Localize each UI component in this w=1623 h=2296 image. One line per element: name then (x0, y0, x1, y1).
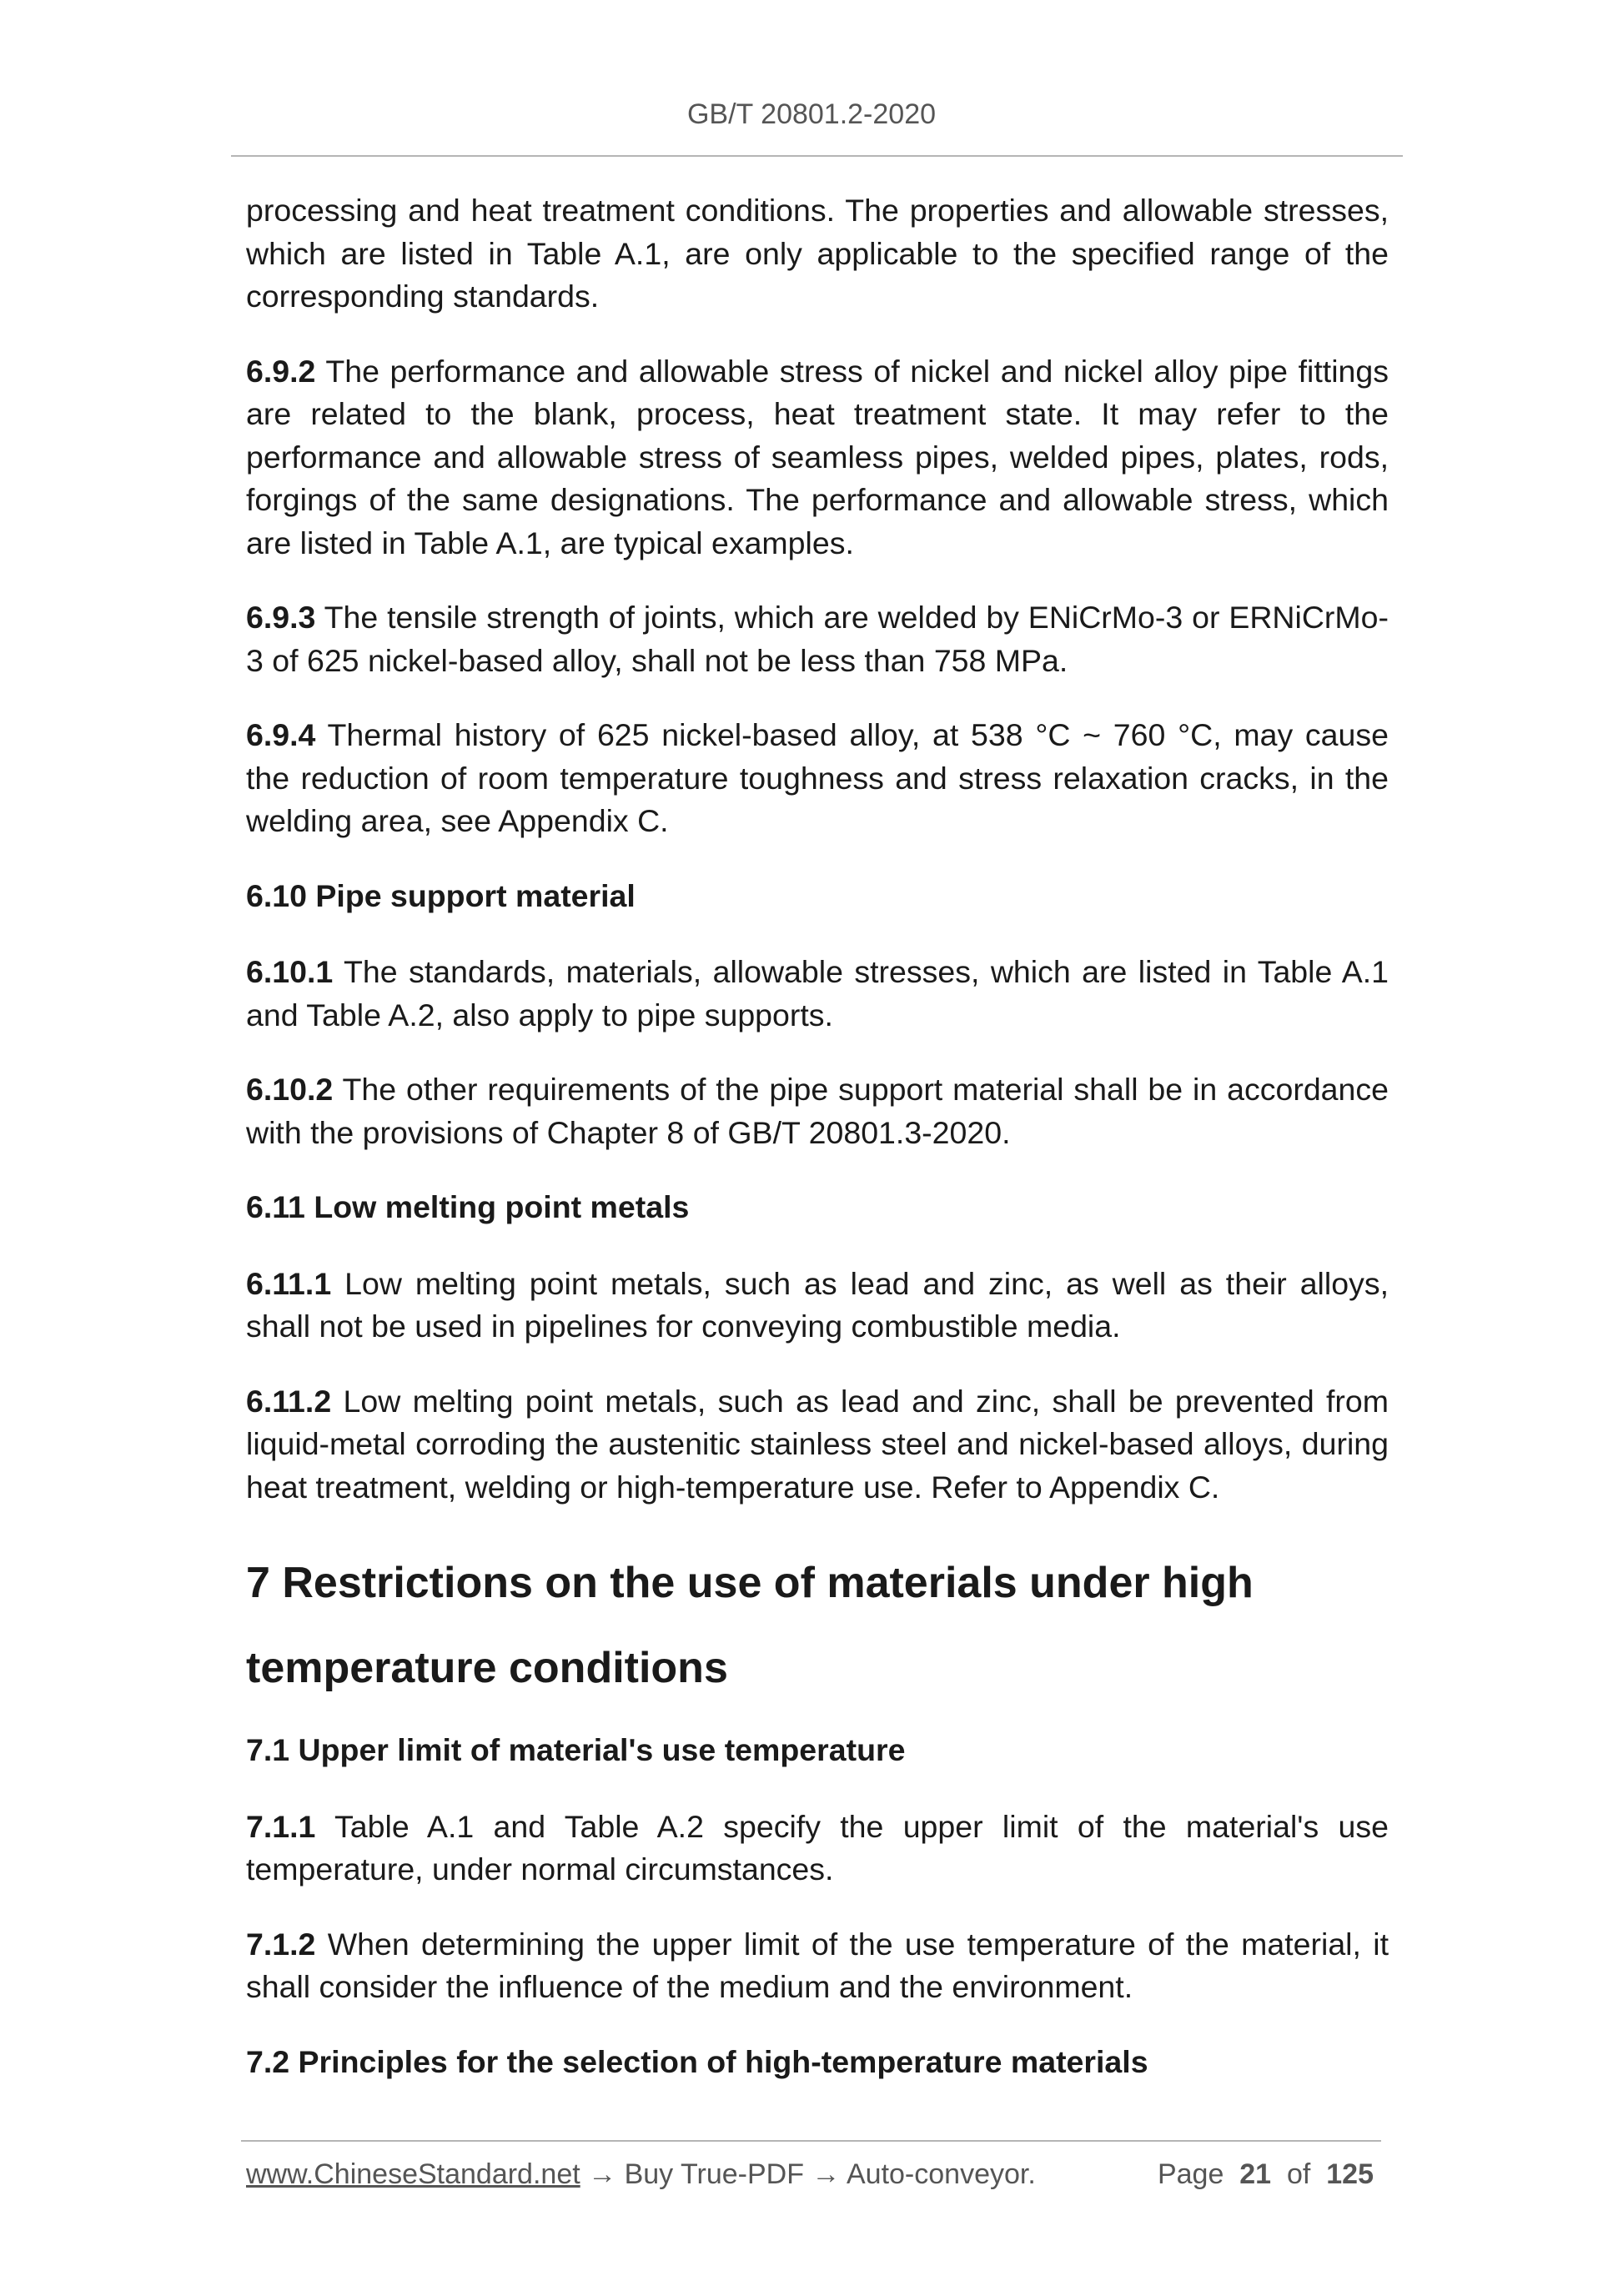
footer-nav-text: → Buy True-PDF → Auto-conveyor. (580, 2158, 1036, 2190)
header-divider (231, 155, 1403, 157)
chapter-heading-7: 7 Restrictions on the use of materials under high temperature conditions (246, 1559, 1254, 1692)
clause-text: The performance and allowable stress of nickel and nickel alloy pipe fittings are related to the blank, process, heat treatment state. It may refer to the performance and allowable stress of seamless pipes, welded pipes, plates, rods, forgings of the same designations. The performance and allowable stress, which are listed in Table A.1, are typical examples. (246, 353, 1389, 560)
clause-6-9-4 (246, 714, 1389, 843)
clause-text: The standards, materials, allowable stresses, which are listed in Table A.1 and Table A.2, also apply to pipe supports. (246, 954, 1389, 1032)
clause-number: 6.10.2 (246, 1072, 334, 1107)
clause-6-11-1 (246, 1263, 1389, 1349)
clause-text: The tensile strength of joints, which are welded by ENiCrMo-3 or ERNiCrMo-3 of 625 nickel-based alloy, shall not be less than 758 MPa. (246, 600, 1389, 678)
section-heading-6-10: 6.10 Pipe support material (246, 877, 636, 913)
clause-number: 6.11.1 (246, 1265, 332, 1301)
running-header: GB/T 20801.2-2020 (686, 98, 937, 130)
clause-number: 6.9.4 (246, 717, 316, 752)
clause-text: When determining the upper limit of the use temperature of the material, it shall consider the influence of the medium and the environment. (246, 1926, 1389, 2004)
page-total: 125 (1326, 2158, 1374, 2190)
clause-number: 6.9.2 (246, 353, 316, 389)
clause-number: 6.11.2 (246, 1383, 332, 1419)
clause-7-1-2 (246, 1923, 1389, 2009)
clause-number: 7.1.1 (246, 1808, 316, 1844)
clause-text: Thermal history of 625 nickel-based alloy, at 538 °C ~ 760 °C, may cause the reduction of room temperature toughness and stress relaxation cracks, in the welding area, see Appendix C. (246, 717, 1389, 838)
section-heading-7-2: 7.2 Principles for the selection of high-temperature materials (246, 2043, 1148, 2079)
page-current: 21 (1239, 2158, 1272, 2190)
clause-6-9-2 (246, 350, 1389, 565)
paragraph-intro: processing and heat treatment conditions. The properties and allowable stresses, which are listed in Table A.1, are only applicable to the specified range of the corresponding standards. (246, 193, 1389, 314)
clause-6-10-1 (246, 951, 1389, 1037)
footer-links (246, 2158, 1036, 2191)
clause-text: Low melting point metals, such as lead and zinc, shall be prevented from liquid-metal corroding the austenitic stainless steel and nickel-based alloys, during heat treatment, welding or high-temperature use. Refer to Appendix C. (246, 1383, 1389, 1505)
page-body (246, 189, 1389, 2117)
page-label: Page (1157, 2158, 1224, 2190)
clause-number: 7.1.2 (246, 1926, 316, 1962)
page-number (1158, 2158, 1374, 2191)
clause-7-1-1 (246, 1806, 1389, 1892)
clause-6-10-2 (246, 1068, 1389, 1154)
clause-number: 6.10.1 (246, 954, 334, 989)
clause-text: Low melting point metals, such as lead and zinc, as well as their alloys, shall not be used in pipelines for conveying combustible media. (246, 1265, 1389, 1344)
site-link[interactable]: www.ChineseStandard.net (246, 2158, 580, 2190)
section-heading-6-11: 6.11 Low melting point metals (246, 1189, 690, 1224)
clause-text: Table A.1 and Table A.2 specify the upper limit of the material's use temperature, under normal circumstances. (246, 1808, 1389, 1887)
clause-number: 6.9.3 (246, 600, 316, 635)
section-heading-7-1: 7.1 Upper limit of material's use temperature (246, 1732, 906, 1767)
clause-6-11-2 (246, 1380, 1389, 1510)
clause-text: The other requirements of the pipe support material shall be in accordance with the provisions of Chapter 8 of GB/T 20801.3-2020. (246, 1072, 1389, 1150)
page-of: of (1287, 2158, 1311, 2190)
footer-divider (241, 2140, 1381, 2142)
clause-6-9-3 (246, 596, 1389, 682)
